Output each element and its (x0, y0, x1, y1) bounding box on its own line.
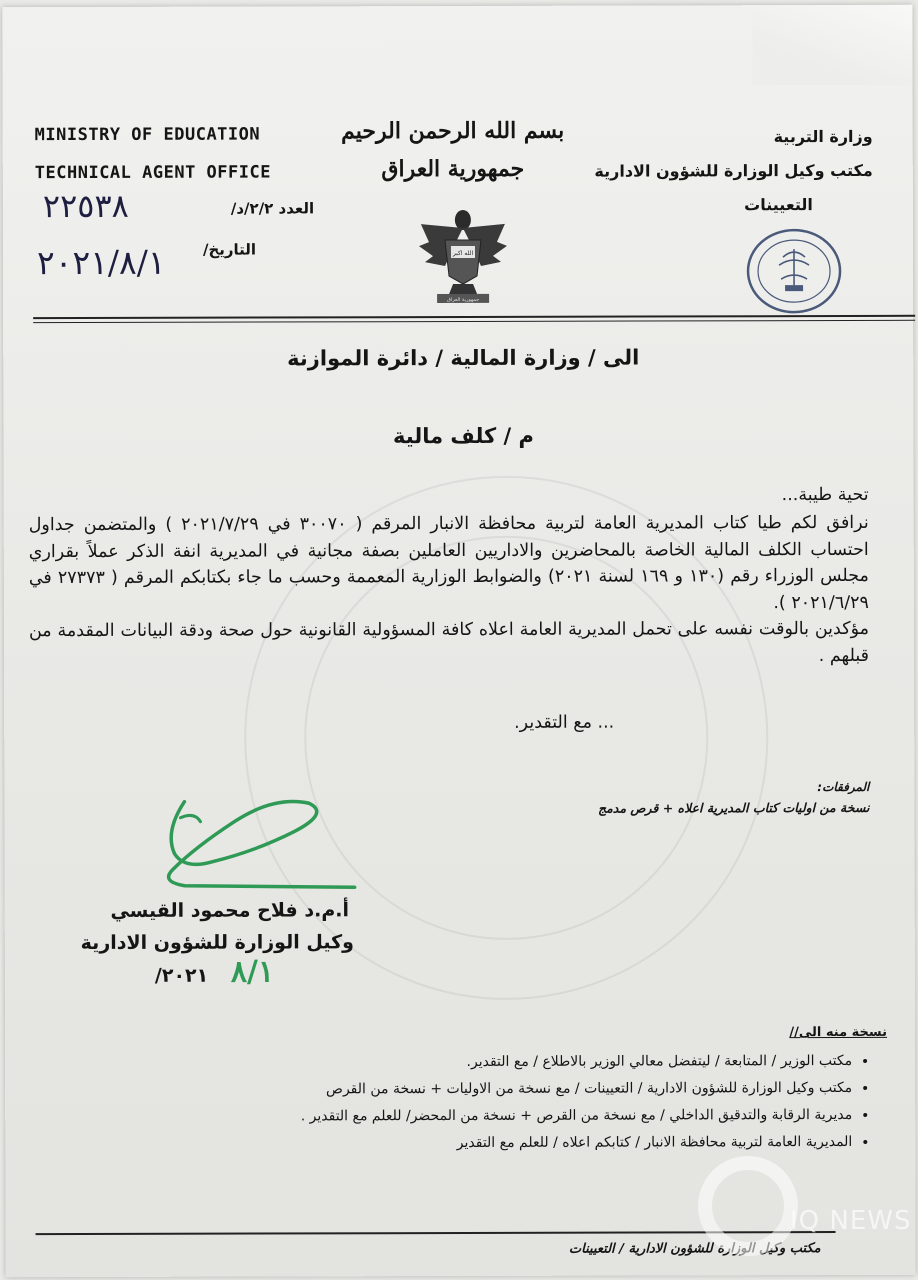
signatory-date (154, 954, 355, 995)
section-name-ar: التعيينات (744, 195, 813, 215)
recipient-line: الى / وزارة المالية / دائرة الموازنة (287, 345, 640, 371)
cc-item: • مكتب الوزير / المتابعة / ليتفضل معالي الوزير بالاطلاع / مع التقدير. (212, 1051, 852, 1074)
republic-name: جمهورية العراق (381, 155, 525, 183)
cc-title: نسخة منه الى// (789, 1024, 888, 1041)
emblem-scroll-text: جمهورية العراق (446, 296, 480, 304)
basmala: بسم الله الرحمن الرحيم (341, 117, 565, 145)
signatory-date-year: /٢٠٢١ (154, 964, 209, 987)
signatory-name: أ.م.د فلاح محمود القيسي (110, 899, 349, 922)
paper-fold (752, 5, 912, 85)
watermark-text: IQ NEWS (790, 1206, 912, 1236)
attachments-text: نسخة من اوليات كتاب المديرية اعلاه + قرص مدمج (597, 799, 870, 816)
cc-item: • مكتب وكيل الوزارة للشؤون الادارية / التعيينات / مع نسخة من الاوليات + نسخة من القرص (212, 1078, 852, 1101)
emblem-shield-text: الله اكبر (452, 249, 474, 258)
cc-item: • المديرية العامة لتربية محافظة الانبار / كتابكم اعلاه / للعلم مع التقدير (212, 1132, 852, 1155)
signatory-title: وكيل الوزارة للشؤون الادارية (80, 931, 354, 954)
footer-text: مكتب وكيل الوزارة للشؤون الادارية / التعيينات (568, 1241, 821, 1257)
letter-page (2, 5, 915, 1277)
closing-line: ... مع التقدير. (514, 712, 615, 733)
watermark-logo-icon (698, 1156, 798, 1256)
number-label: العدد ٢/٢/د/ (230, 199, 315, 218)
number-handwritten: ٢٢٥٣٨ (42, 186, 129, 226)
cc-item: • مديرية الرقابة والتدقيق الداخلي / مع نسخة من القرص + نسخة من المحضر/ للعلم مع التقدير . (212, 1105, 852, 1128)
ministry-name-ar: وزارة التربية (773, 126, 873, 147)
iraq-eagle-emblem (415, 204, 511, 306)
date-label: التاريخ/ (202, 240, 257, 259)
ministry-name-en: MINISTRY OF EDUCATION (34, 124, 261, 146)
office-name-en: TECHNICAL AGENT OFFICE (34, 162, 271, 184)
header-rule-bottom (33, 320, 915, 323)
handwritten-signature (154, 791, 374, 902)
header-rule-top (33, 315, 915, 319)
body-paragraph-1: نرافق لكم طيا كتاب المديرية العامة لتربية محافظة الانبار المرقم ( ٣٠٠٧٠ في ٢٠٢١/٧/٢٩ ) والمتضمن جداول احتساب الكلف المالية الخاصة بالمحاضرين والاداريين العاملين بصفة مجانية في المديرية انفة الذكر عملاً بقراري مجلس الوزراء رقم (١٣٠ و ١٦٩ لسنة ٢٠٢١) والضوابط الوزارية المعممة وحسب ما جاء بكتابكم المرقم ( ٢٧٣٧٣ في ٢٠٢١/٦/٢٩ ). (28, 512, 869, 613)
subject-line: م / كلف مالية (392, 423, 534, 449)
greeting: تحية طيبة... (781, 484, 869, 506)
ministry-seal (745, 227, 843, 315)
cc-list (212, 1051, 870, 1161)
signatory-date-handwritten: ٨/١ (230, 954, 275, 990)
date-handwritten: ٢٠٢١/٨/١ (36, 242, 166, 283)
letter-body (29, 510, 869, 671)
attachments-label: المرفقات: (817, 779, 870, 795)
office-name-ar: مكتب وكيل الوزارة للشؤون الادارية (594, 160, 873, 181)
body-paragraph-2: مؤكدين بالوقت نفسه على تحمل المديرية العامة اعلاه كافة المسؤولية القانونية حول صحة ودقة البيانات المقدمة من قبلهم . (28, 618, 870, 666)
